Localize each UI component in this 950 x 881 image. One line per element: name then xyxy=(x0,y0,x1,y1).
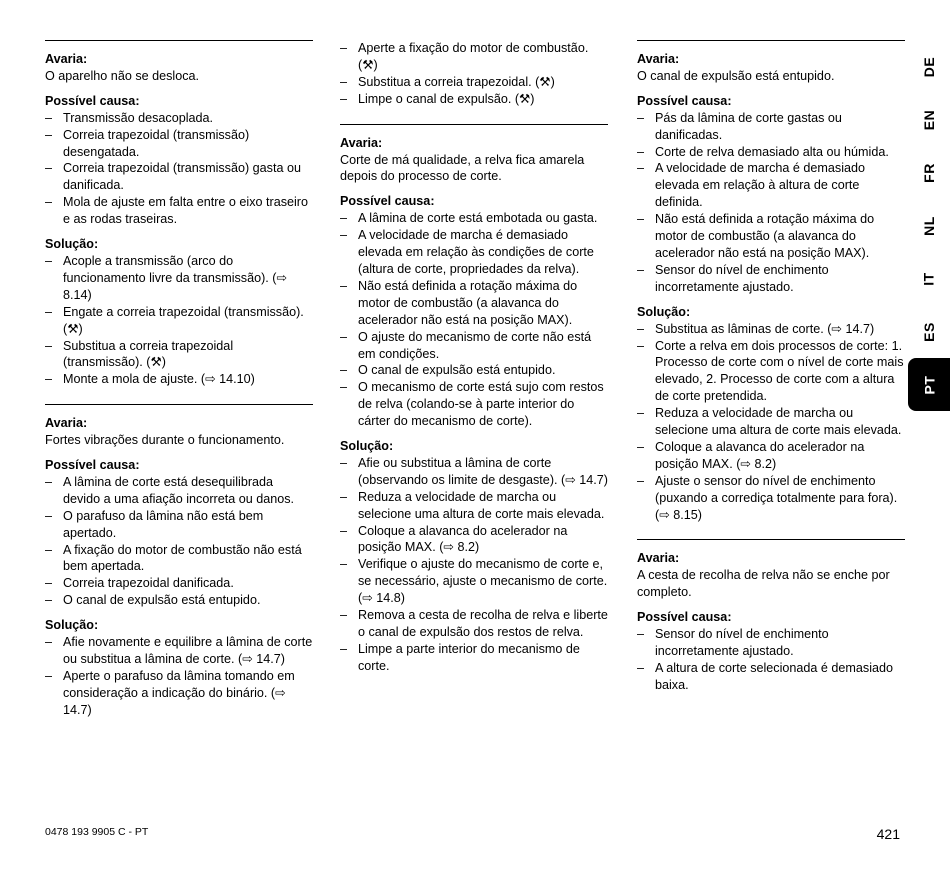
column-2 xyxy=(340,40,608,691)
list-item: – O canal de expulsão está entupido. xyxy=(45,592,313,609)
list-item: – Aperte a fixação do motor de combustão. (⚒) xyxy=(340,40,608,74)
list-item: – Substitua a correia trapezoidal. (⚒) xyxy=(340,74,608,91)
cause-heading: Possível causa: xyxy=(340,194,435,209)
list-item: – Limpe o canal de expulsão. (⚒) xyxy=(340,91,608,108)
tab-pt xyxy=(908,358,950,411)
list-item: – Verifique o ajuste do mecanismo de corte e, se necessário, ajuste o mecanismo de corte. (⇨ 14.8) xyxy=(340,556,608,607)
fault-heading: Avaria: xyxy=(637,551,680,566)
fault-section xyxy=(637,539,905,693)
tab-label: FR xyxy=(920,162,937,183)
list-item: – Corte a relva em dois processos de corte: 1. Processo de corte com o nível de corte mais elevado, 2. Processo de corte com a altura de corte pretendida. xyxy=(637,338,905,406)
cause-heading: Possível causa: xyxy=(45,93,140,108)
list-item: – A velocidade de marcha é demasiado elevada em relação às condições de corte (altura de corte, propriedades da relva). xyxy=(340,227,608,278)
list-item: – Substitua a correia trapezoidal (transmissão). (⚒) xyxy=(45,338,313,372)
list-item: – A lâmina de corte está desequilibrada devido a uma afiação incorreta ou danos. xyxy=(45,474,313,508)
list-item: – Afie novamente e equilibre a lâmina de corte ou substitua a lâmina de corte. (⇨ 14.7) xyxy=(45,634,313,668)
fault-description: A cesta de recolha de relva não se enche por completo. xyxy=(637,568,890,600)
fault-heading: Avaria: xyxy=(45,52,88,66)
cause-heading: Possível causa: xyxy=(637,93,732,108)
list-item: – Limpe a parte interior do mecanismo de corte. xyxy=(340,641,608,675)
column-3 xyxy=(637,40,905,710)
list-item: – A fixação do motor de combustão não está bem apertada. xyxy=(45,542,313,576)
list-item: – Remova a cesta de recolha de relva e liberte o canal de expulsão dos restos de relva. xyxy=(340,607,608,641)
fault-section xyxy=(637,40,905,523)
list-item: – O mecanismo de corte está sujo com restos de relva (colando-se à parte interior do cárter do mecanismo de corte). xyxy=(340,379,608,430)
list-item: – Correia trapezoidal danificada. xyxy=(45,575,313,592)
list-item: – Engate a correia trapezoidal (transmissão). (⚒) xyxy=(45,304,313,338)
cause-heading: Possível causa: xyxy=(637,610,732,625)
list-item: – Mola de ajuste em falta entre o eixo traseiro e as rodas traseiras. xyxy=(45,194,313,228)
list-item: – Não está definida a rotação máxima do motor de combustão (a alavanca do acelerador não está na posição MAX). xyxy=(637,211,905,262)
bullet-list xyxy=(340,40,608,108)
tab-label: ES xyxy=(921,321,937,342)
list-item: – Ajuste o sensor do nível de enchimento (puxando a corrediça totalmente para fora). (⇨ 8.15) xyxy=(637,473,905,524)
bullet-list xyxy=(45,634,313,719)
list-item: – Sensor do nível de enchimento incorretamente ajustado. xyxy=(637,626,905,660)
fault-heading: Avaria: xyxy=(340,135,383,150)
list-item: – Substitua as lâminas de corte. (⇨ 14.7) xyxy=(637,321,905,338)
tab-es xyxy=(908,305,950,358)
list-item: – A lâmina de corte está embotada ou gasta. xyxy=(340,210,608,227)
solution-heading: Solução: xyxy=(637,304,691,319)
column-1 xyxy=(45,40,313,735)
fault-description: O canal de expulsão está entupido. xyxy=(637,68,835,83)
tab-fr xyxy=(908,146,950,199)
list-item: – Afie ou substitua a lâmina de corte (observando os limite de desgaste). (⇨ 14.7) xyxy=(340,455,608,489)
tab-de xyxy=(908,40,950,93)
list-item: – Corte de relva demasiado alta ou húmida. xyxy=(637,144,905,161)
tab-label: EN xyxy=(920,109,937,130)
list-item: – O ajuste do mecanismo de corte não está em condições. xyxy=(340,329,608,363)
fault-heading: Avaria: xyxy=(45,416,88,431)
fault-description: Corte de má qualidade, a relva fica amarela depois do processo de corte. xyxy=(340,152,585,184)
list-item: – Monte a mola de ajuste. (⇨ 14.10) xyxy=(45,371,313,388)
list-item: – Acople a transmissão (arco do funcionamento livre da transmissão). (⇨ 8.14) xyxy=(45,253,313,304)
bullet-list xyxy=(340,210,608,430)
tab-it xyxy=(908,252,950,305)
tab-nl xyxy=(908,199,950,252)
list-item: – Sensor do nível de enchimento incorretamente ajustado. xyxy=(637,262,905,296)
list-item: – Correia trapezoidal (transmissão) desengatada. xyxy=(45,127,313,161)
tab-label: IT xyxy=(920,271,937,286)
tab-label: DE xyxy=(920,56,937,77)
fault-section xyxy=(45,404,313,718)
bullet-list xyxy=(637,110,905,296)
tab-label: NL xyxy=(920,215,937,236)
list-item: – O canal de expulsão está entupido. xyxy=(340,362,608,379)
fault-section xyxy=(45,40,313,388)
list-item: – A altura de corte selecionada é demasiado baixa. xyxy=(637,660,905,694)
list-item: – Reduza a velocidade de marcha ou selecione uma altura de corte mais elevada. xyxy=(637,405,905,439)
list-item: – Aperte o parafuso da lâmina tomando em consideração a indicação do binário. (⇨ 14.7) xyxy=(45,668,313,719)
list-item: – Reduza a velocidade de marcha ou selecione uma altura de corte mais elevada. xyxy=(340,489,608,523)
bullet-list xyxy=(637,321,905,524)
doc-code: 0478 193 9905 C - PT xyxy=(45,826,149,838)
page-number: 421 xyxy=(876,826,900,842)
continued-solution xyxy=(340,40,608,108)
fault-section xyxy=(340,124,608,675)
bullet-list xyxy=(45,110,313,228)
list-item: – Coloque a alavanca do acelerador na posição MAX. (⇨ 8.2) xyxy=(637,439,905,473)
list-item: – Pás da lâmina de corte gastas ou danificadas. xyxy=(637,110,905,144)
tab-label: PT xyxy=(920,375,937,394)
bullet-list xyxy=(45,253,313,388)
list-item: – O parafuso da lâmina não está bem apertado. xyxy=(45,508,313,542)
fault-description: Fortes vibrações durante o funcionamento. xyxy=(45,433,285,448)
cause-heading: Possível causa: xyxy=(45,458,140,473)
list-item: – Transmissão desacoplada. xyxy=(45,110,313,127)
bullet-list xyxy=(637,626,905,694)
fault-description: O aparelho não se desloca. xyxy=(45,68,200,83)
solution-heading: Solução: xyxy=(340,439,394,454)
fault-heading: Avaria: xyxy=(637,52,680,66)
list-item: – Não está definida a rotação máxima do motor de combustão (a alavanca do acelerador não está na posição MAX). xyxy=(340,278,608,329)
list-item: – Coloque a alavanca do acelerador na posição MAX. (⇨ 8.2) xyxy=(340,523,608,557)
bullet-list xyxy=(340,455,608,675)
solution-heading: Solução: xyxy=(45,237,99,252)
language-tabs xyxy=(908,40,950,411)
solution-heading: Solução: xyxy=(45,618,99,633)
list-item: – Correia trapezoidal (transmissão) gasta ou danificada. xyxy=(45,160,313,194)
tab-en xyxy=(908,93,950,146)
bullet-list xyxy=(45,474,313,609)
list-item: – A velocidade de marcha é demasiado elevada em relação à altura de corte definida. xyxy=(637,160,905,211)
